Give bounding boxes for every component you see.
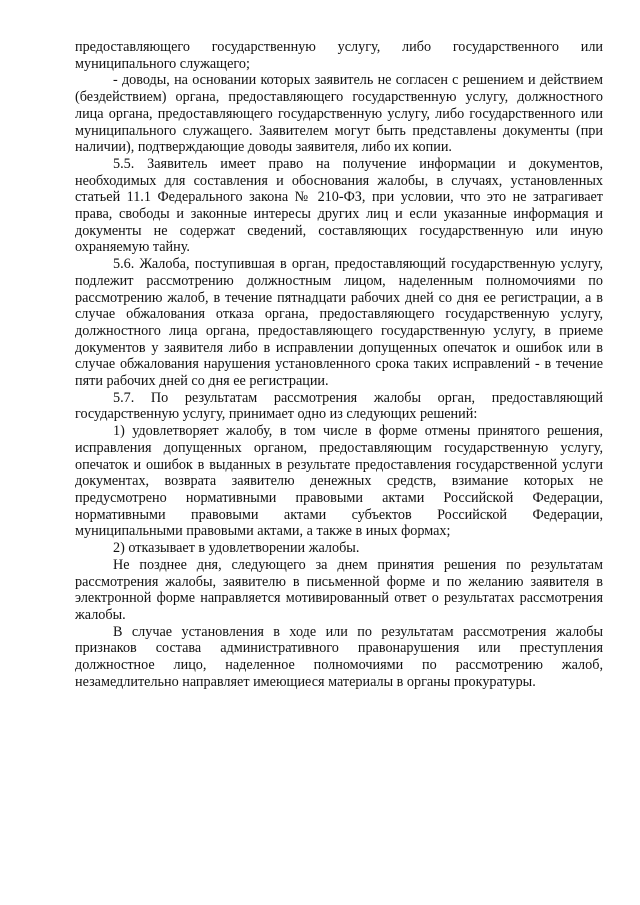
paragraph-decision-1: 1) удовлетворяет жалобу, в том числе в форме отмены принятого решения, исправления допущенных органом, предоставляющим государственную услугу, опечаток и ошибок в выданных в результате предоставления государственной услуги документах, возврата заявителю денежных средств, взимание которых не предусмотрено нормативными правовыми актами Российской Федерации, нормативными правовыми актами субъектов Российской Федерации, муниципальными правовыми актами, а также в иных формах; xyxy=(75,423,603,540)
document-page xyxy=(75,39,603,690)
paragraph-prosecution: В случае установления в ходе или по результатам рассмотрения жалобы признаков состава административного правонарушения или преступления должностное лицо, наделенное полномочиями по рассмотрению жалоб, незамедлительно направляет имеющиеся материалы в органы прокуратуры. xyxy=(75,623,603,690)
paragraph-arguments: - доводы, на основании которых заявитель не согласен с решением и действием (бездействием) органа, предоставляющего государственную услугу, должностного лица органа, предоставляющего государственную услугу, либо государственного или муниципального служащего. Заявителем могут быть представлены документы (при наличии), подтверждающие доводы заявителя, либо их копии. xyxy=(75,72,603,156)
paragraph-decision-2: 2) отказывает в удовлетворении жалобы. xyxy=(113,540,360,557)
paragraph-5-5: 5.5. Заявитель имеет право на получение информации и документов, необходимых для составления и обоснования жалобы, в случаях, установленных статьей 11.1 Федерального закона № 210-ФЗ, при условии, что это не затрагивает права, свободы и законные интересы других лиц и если указанные информация и документы не содержат сведений, составляющих государственную или иную охраняемую тайну. xyxy=(75,155,603,256)
paragraph-continuation: предоставляющего государственную услугу, либо государственного или муниципального служащего; xyxy=(75,39,603,72)
paragraph-5-7: 5.7. По результатам рассмотрения жалобы орган, предоставляющий государственную услугу, принимает одно из следующих решений: xyxy=(75,389,603,423)
paragraph-response-deadline: Не позднее дня, следующего за днем принятия решения по результатам рассмотрения жалобы, заявителю в письменной форме и по желанию заявителя в электронной форме направляется мотивированный ответ о результатах рассмотрения жалобы. xyxy=(75,556,603,623)
paragraph-5-6: 5.6. Жалоба, поступившая в орган, предоставляющий государственную услугу, подлежит рассмотрению должностным лицом, наделенным полномочиями по рассмотрению жалоб, в течение пятнадцати рабочих дней со дня ее регистрации, а в случае обжалования отказа органа, предоставляющего государственную услугу, должностного лица органа, предоставляющего государственную услугу, в приеме документов у заявителя либо в исправлении допущенных опечаток и ошибок или в случае обжалования нарушения установленного срока таких исправлений - в течение пяти рабочих дней со дня ее регистрации. xyxy=(75,256,603,390)
